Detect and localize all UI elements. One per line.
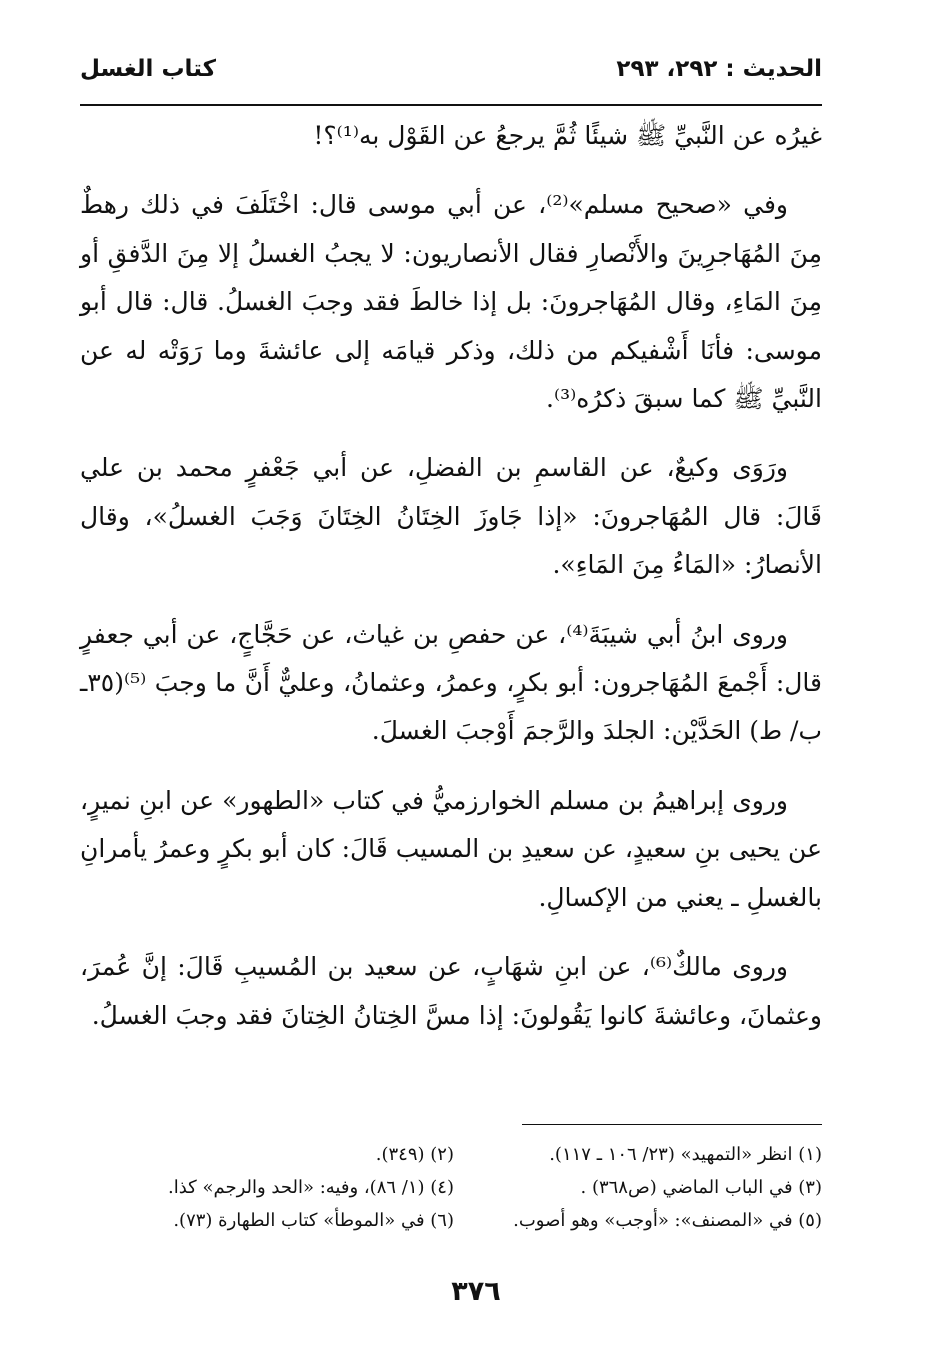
- paragraph: ورَوَى وكيعٌ، عن القاسمِ بن الفضلِ، عن أبي جَعْفرٍ محمد بن علي قَالَ: قال المُهَاجرونَ: «إذا جَاوزَ الخِتَانُ الخِتَانَ وَجَبَ الغسلُ»، وقال الأنصارُ: «المَاءُ مِنَ المَاءِ».: [80, 453, 822, 580]
- footnote-rule: [522, 1124, 822, 1125]
- paragraph: وروى ابنُ أبي شيبَةَ⁽⁴⁾، عن حفصِ بن غياث، عن حَجَّاجٍ، عن أبي جعفرٍ قال: أَجْمعَ المُهَاجرون: أبو بكرٍ، وعمرُ، وعثمانُ، وعليٌّ أَنَّ ما وجبَ ⁽⁵⁾(٣٥ـ ب/ ط) الحَدَّيْن: الجلدَ والرَّجمَ أَوْجبَ الغسلَ.: [80, 619, 822, 746]
- paragraph: وروى مالكٌ⁽⁶⁾، عن ابنِ شهَابٍ، عن سعيد بن المُسيبِ قَالَ: إنَّ عُمرَ، وعثمانَ، وعائشةَ كانوا يَقُولونَ: إذا مسَّ الخِتانُ الخِتانَ فقد وجبَ الغسلُ.: [80, 952, 822, 1030]
- header-chapter-title: كتاب الغسل: [80, 56, 216, 82]
- footnote-row: [86, 1171, 822, 1204]
- running-header: [80, 56, 822, 82]
- footnote-1: (١) انظر «التمهيد» (٢٣/ ١٠٦ ـ ١١٧).: [549, 1144, 822, 1165]
- header-hadith-numbers: الحديث : ٢٩٢، ٢٩٣: [616, 56, 822, 82]
- footnote-row: [86, 1204, 822, 1237]
- footnote-2: (٢) (٣٤٩).: [375, 1144, 454, 1165]
- page-number: ٣٧٦: [451, 1276, 501, 1307]
- footnote-3: (٣) في الباب الماضي (ص٣٦٨) .: [580, 1177, 822, 1198]
- paragraph: وروى إبراهيمُ بن مسلم الخوارزميُّ في كتاب «الطهور» عن ابنِ نميرٍ، عن يحيى بنِ سعيدٍ، عن سعيدِ بن المسيب قَالَ: كان أبو بكرٍ وعمرُ يأمرانِ بالغسلِ ـ يعني من الإكسالِ.: [80, 785, 822, 912]
- footnote-row: [86, 1138, 822, 1171]
- header-rule: [80, 104, 822, 106]
- footnotes: [86, 1138, 822, 1237]
- footnote-5: (٥) في «المصنف»: «أوجب» وهو أصوب.: [513, 1210, 822, 1231]
- main-text: [80, 112, 822, 1061]
- footnote-4: (٤) (١/ ٨٦)، وفيه: «الحد والرجم» كذا.: [168, 1177, 454, 1198]
- footnote-6: (٦) في «الموطأ» كتاب الطهارة (٧٣).: [173, 1210, 454, 1231]
- paragraph: وفي «صحيح مسلم»⁽²⁾، عن أبي موسى قال: اخْتَلَفَ في ذلك رهطٌ مِنَ المُهَاجرِينَ والأَنْصارِ فقال الأنصاريون: لا يجبُ الغسلُ إلا مِنَ الدَّفقِ أو مِنَ المَاءِ، وقال المُهَاجرونَ: بل إذا خالطَ فقد وجبَ الغسلُ. قال: قال أبو موسى: فأنَا أَشْفيكم من ذلك، وذكر قيامَه إلى عائشةَ وما رَوَتْه له عن النَّبيِّ ﷺ كما سبقَ ذكرُه⁽³⁾.: [80, 190, 822, 414]
- paragraph-continuation: غيرُه عن النَّبيِّ ﷺ شيئًا ثُمَّ يرجعُ عن القَوْل به⁽¹⁾؟!: [313, 121, 822, 150]
